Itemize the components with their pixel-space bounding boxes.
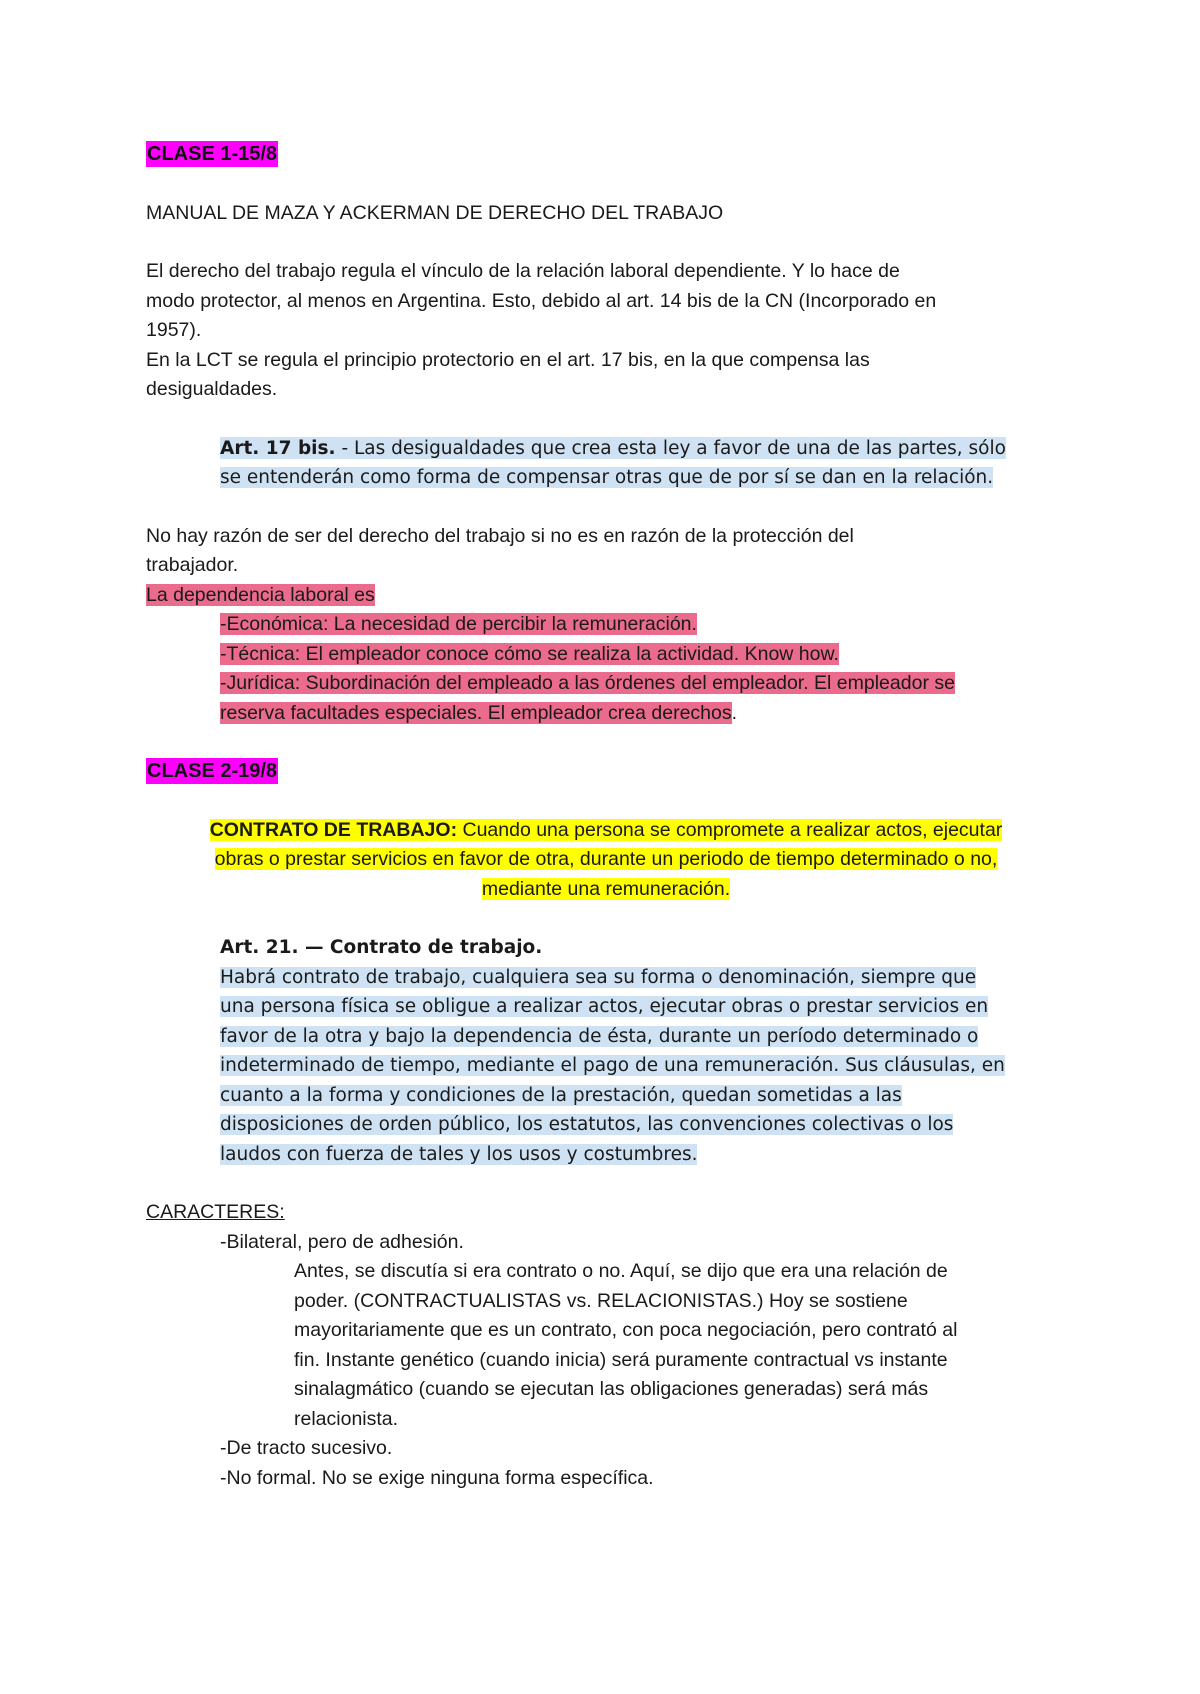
art-21-line: indeterminado de tiempo, mediante el pago de una remuneración. Sus cláusulas, en (220, 1055, 1005, 1076)
document-body (146, 140, 1066, 1493)
contrato-line-1: Cuando una persona se compromete a realizar actos, ejecutar (457, 818, 1003, 841)
bilateral-detail-line: mayoritariamente que es un contrato, con poca negociación, pero contrató al (294, 1319, 958, 1341)
art-21-quote (146, 933, 1066, 1169)
bilateral-detail-line: Antes, se discutía si era contrato o no. Aquí, se dijo que era una relación de (294, 1260, 948, 1282)
dependencia-tecnica: -Técnica: El empleador conoce cómo se realiza la actividad. Know how. (220, 642, 839, 665)
intro-line-1: El derecho del trabajo regula el vínculo de la relación laboral dependiente. Y lo hace de (146, 260, 900, 282)
art-21-line: cuanto a la forma y condiciones de la prestación, quedan sometidas a las (220, 1084, 902, 1106)
intro-line-2: modo protector, al menos en Argentina. Esto, debido al art. 14 bis de la CN (Incorporado en (146, 289, 937, 312)
bilateral-detail-line: poder. (CONTRACTUALISTAS vs. RELACIONISTAS.) Hoy se sostiene (294, 1289, 908, 1312)
dependencia-heading: La dependencia laboral es (146, 583, 375, 606)
caracteres-section (146, 1198, 1066, 1493)
art-17-text-1: - Las desigualdades que crea esta ley a favor de una de las partes, sólo (335, 437, 1006, 459)
dependencia-economica: -Económica: La necesidad de percibir la remuneración. (220, 613, 697, 635)
caracter-tracto-sucesivo: -De tracto sucesivo. (220, 1437, 393, 1459)
intro-line-3: 1957). (146, 319, 202, 341)
proteccion-line-2: trabajador. (146, 554, 239, 576)
intro-line-5: desigualdades. (146, 378, 278, 400)
art-17-bis-quote (146, 434, 1066, 493)
art-21-line: una persona física se obligue a realizar actos, ejecutar obras o prestar servicios en (220, 996, 989, 1017)
art-21-line: laudos con fuerza de tales y los usos y costumbres. (220, 1143, 698, 1165)
caracteres-heading: CARACTERES: (146, 1201, 285, 1223)
caracter-bilateral: -Bilateral, pero de adhesión. (220, 1230, 464, 1253)
clase-2-heading: CLASE 2-19/8 (147, 760, 278, 782)
bilateral-detail-line: fin. Instante genético (cuando inicia) será puramente contractual vs instante (294, 1348, 948, 1371)
art-17-label: Art. 17 bis. (220, 437, 336, 459)
intro-paragraph (146, 257, 1066, 405)
dependencia-juridica-1: -Jurídica: Subordinación del empleado a las órdenes del empleador. El empleador se (220, 672, 955, 694)
art-17-text-2: se entenderán como forma de compensar otras que de por sí se dan en la relación. (220, 467, 994, 488)
caracter-no-formal: -No formal. No se exige ninguna forma específica. (220, 1466, 654, 1489)
art-21-line: favor de la otra y bajo la dependencia de ésta, durante un período determinado o (220, 1025, 979, 1047)
art-21-label: Art. 21. — Contrato de trabajo. (220, 937, 543, 958)
contrato-line-2: obras o prestar servicios en favor de otra, durante un periodo de tiempo determinado o no, (214, 848, 998, 870)
bilateral-detail (146, 1257, 1066, 1434)
dependencia-juridica-end: . (731, 701, 738, 724)
bilateral-detail-line: relacionista. (294, 1407, 399, 1430)
contrato-definition (146, 816, 1066, 905)
art-21-line: Habrá contrato de trabajo, cualquiera sea su forma o denominación, siempre que (220, 966, 977, 988)
proteccion-line-1: No hay razón de ser del derecho del trabajo si no es en razón de la protección del (146, 524, 854, 547)
clase-1-heading: CLASE 1-15/8 (147, 143, 278, 165)
art-21-line: disposiciones de orden público, los estatutos, las convenciones colectivas o los (220, 1114, 954, 1135)
contrato-label: CONTRATO DE TRABAJO: (209, 818, 458, 841)
contrato-line-3: mediante una remuneración. (481, 877, 731, 900)
dependencia-juridica-2: reserva facultades especiales. El empleador crea derechos (220, 701, 732, 724)
proteccion-paragraph (146, 522, 1066, 581)
dependencia-list (146, 581, 1066, 729)
intro-line-4: En la LCT se regula el principio protectorio en el art. 17 bis, en la que compensa las (146, 348, 870, 371)
bilateral-detail-line: sinalagmático (cuando se ejecutan las obligaciones generadas) será más (294, 1378, 929, 1400)
manual-title: MANUAL DE MAZA Y ACKERMAN DE DERECHO DEL TRABAJO (146, 201, 724, 224)
